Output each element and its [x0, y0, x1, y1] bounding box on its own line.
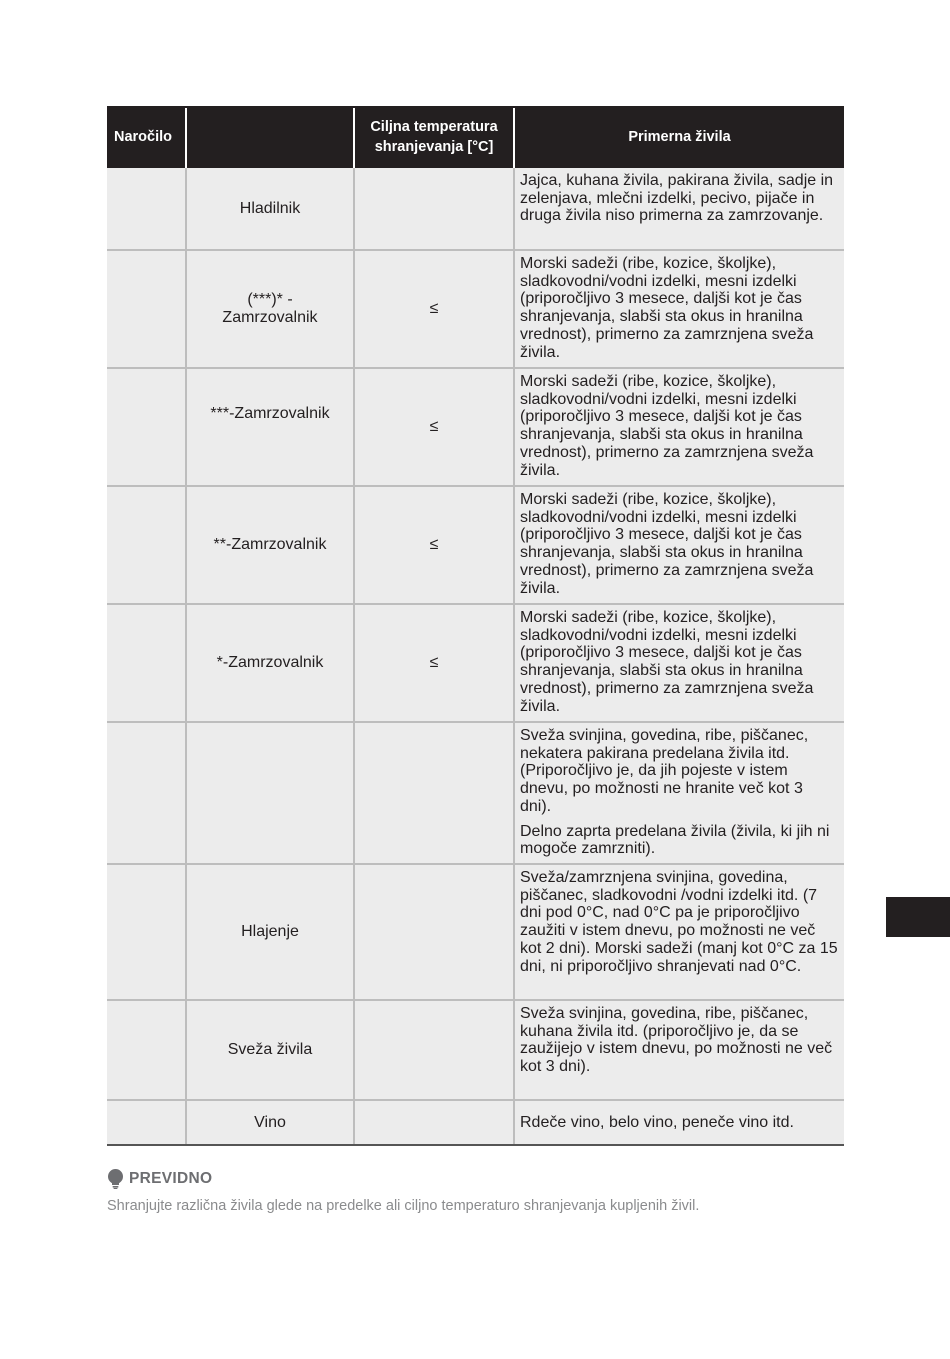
table-row	[107, 250, 844, 368]
table-header-row	[107, 107, 844, 167]
table-row	[107, 722, 844, 864]
order-cell	[107, 1100, 186, 1145]
table-row	[107, 1100, 844, 1145]
header-target-temperature: Ciljna temperatura shranjevanja [°C]	[354, 107, 514, 167]
foods-cell	[514, 1100, 844, 1145]
foods-text: Sveža/zamrznjena svinjina, govedina, piščanec, sladkovodni /vodni izdelki itd. (7 dni pod 0°C, nad 0°C pa je priporočljivo zaužiti v istem dnevu, po možnosti ne več kot 2 dni). Morski sadeži (manj kot 0°C za 15 dni, ni priporočljivo shranjevati nad 0°C.	[520, 869, 838, 975]
header-suitable-foods: Primerna živila	[514, 107, 844, 167]
header-compartment	[186, 107, 354, 167]
foods-cell	[514, 167, 844, 250]
order-cell	[107, 722, 186, 864]
order-cell	[107, 368, 186, 486]
storage-table	[107, 106, 844, 1146]
order-cell	[107, 1000, 186, 1100]
temperature-cell: ≤	[354, 486, 514, 604]
temperature-cell	[354, 1100, 514, 1145]
foods-cell	[514, 250, 844, 368]
table-row	[107, 864, 844, 1000]
header-order: Naročilo	[107, 107, 186, 167]
foods-cell	[514, 368, 844, 486]
temperature-cell: ≤	[354, 368, 514, 486]
foods-text: Rdeče vino, belo vino, peneče vino itd.	[520, 1113, 794, 1131]
caution-text: Shranjujte različna živila glede na predelke ali ciljno temperaturo shranjevanja kupljenih živil.	[107, 1198, 700, 1214]
foods-text: Delno zaprta predelana živila (živila, ki jih ni mogoče zamrzniti).	[520, 822, 830, 858]
temperature-cell	[354, 1000, 514, 1100]
compartment-cell: ***-Zamrzovalnik	[186, 368, 354, 486]
table-row	[107, 1000, 844, 1100]
compartment-cell	[186, 722, 354, 864]
compartment-cell: Hladilnik	[186, 167, 354, 250]
foods-cell	[514, 722, 844, 864]
caution-heading	[107, 1169, 212, 1189]
compartment-cell: Hlajenje	[186, 864, 354, 1000]
foods-cell	[514, 1000, 844, 1100]
foods-text: Morski sadeži (ribe, kozice, školjke), sladkovodni/vodni izdelki, mesni izdelki (priporočljivo 3 mesece, daljši kot je čas shranjevanja, slabši sta okus in hranilna vrednost), primerno za zamrznjena sveža živila.	[520, 491, 814, 597]
caution-title: PREVIDNO	[129, 1170, 213, 1187]
lightbulb-icon	[107, 1169, 124, 1189]
table-row	[107, 604, 844, 722]
foods-text: Morski sadeži (ribe, kozice, školjke), sladkovodni/vodni izdelki, mesni izdelki (priporočljivo 3 mesece, daljši kot je čas shranjevanja, slabši sta okus in hranilna vrednost), primerno za zamrznjena sveža živila.	[520, 255, 814, 361]
table-row	[107, 486, 844, 604]
temperature-cell: ≤	[354, 250, 514, 368]
temperature-cell: ≤	[354, 604, 514, 722]
compartment-cell: *-Zamrzovalnik	[186, 604, 354, 722]
chapter-tab-marker	[886, 897, 950, 937]
temperature-cell	[354, 864, 514, 1000]
order-cell	[107, 486, 186, 604]
foods-cell	[514, 486, 844, 604]
foods-text: Sveža svinjina, govedina, ribe, piščanec, kuhana živila itd. (priporočljivo je, da se zaužijejo v istem dnevu, po možnosti ne več kot 3 dni).	[520, 1005, 833, 1076]
foods-text: Jajca, kuhana živila, pakirana živila, sadje in zelenjava, mlečni izdelki, pecivo, pijače in druga živila niso primerna za zamrzovanje.	[520, 172, 834, 225]
order-cell	[107, 167, 186, 250]
order-cell	[107, 250, 186, 368]
foods-text: Morski sadeži (ribe, kozice, školjke), sladkovodni/vodni izdelki, mesni izdelki (priporočljivo 3 mesece, daljši kot je čas shranjevanja, slabši sta okus in hranilna vrednost), primerno za zamrznjena sveža živila.	[520, 373, 814, 479]
table-row	[107, 368, 844, 486]
order-cell	[107, 864, 186, 1000]
foods-cell	[514, 864, 844, 1000]
foods-text: Morski sadeži (ribe, kozice, školjke), sladkovodni/vodni izdelki, mesni izdelki (priporočljivo 3 mesece, daljši kot je čas shranjevanja, slabši sta okus in hranilna vrednost), primerno za zamrznjena sveža živila.	[520, 609, 814, 715]
foods-text: Sveža svinjina, govedina, ribe, piščanec, nekatera pakirana predelana živila itd. (Priporočljivo je, da jih pojeste v istem dnevu, po možnosti ne hranite več kot 3 dni).	[520, 727, 809, 815]
temperature-cell	[354, 167, 514, 250]
compartment-cell: **-Zamrzovalnik	[186, 486, 354, 604]
temperature-cell	[354, 722, 514, 864]
compartment-cell: Sveža živila	[186, 1000, 354, 1100]
table-row	[107, 167, 844, 250]
order-cell	[107, 604, 186, 722]
compartment-cell: Vino	[186, 1100, 354, 1145]
foods-cell	[514, 604, 844, 722]
compartment-cell: (***)* - Zamrzovalnik	[186, 250, 354, 368]
